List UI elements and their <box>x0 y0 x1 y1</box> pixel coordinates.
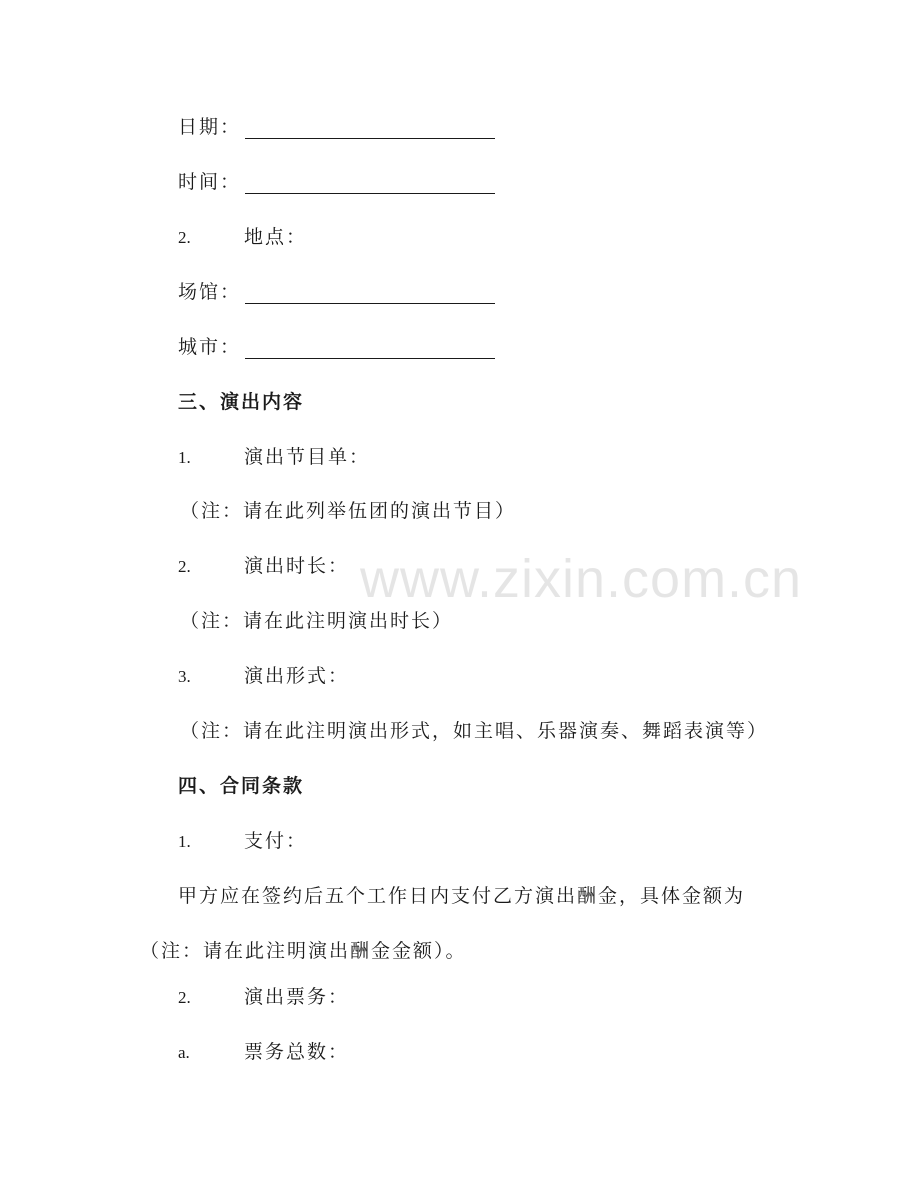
format-item <box>178 664 349 689</box>
duration-label: 演出时长： <box>244 555 350 577</box>
duration-number: 2. <box>178 557 191 576</box>
ticketing-number: 2. <box>178 988 191 1007</box>
watermark: www.zixin.com.cn <box>360 549 803 609</box>
ticket-total-item <box>178 1040 349 1065</box>
ticketing-item <box>178 985 349 1010</box>
ticket-total-letter: a. <box>178 1043 190 1062</box>
duration-item <box>178 554 349 579</box>
section-3-heading: 三、演出内容 <box>178 391 305 413</box>
venue-field <box>178 280 495 304</box>
location-title: 地点： <box>244 226 308 248</box>
program-list-item <box>178 445 370 470</box>
format-note: （注：请在此注明演出形式，如主唱、乐器演奏、舞蹈表演等） <box>180 720 769 742</box>
date-blank-line[interactable] <box>245 121 495 139</box>
venue-label: 场馆： <box>178 281 242 303</box>
ticketing-label: 演出票务： <box>244 986 350 1008</box>
city-blank-line[interactable] <box>245 341 495 359</box>
ticket-total-label: 票务总数： <box>244 1041 350 1063</box>
city-label: 城市： <box>178 336 242 358</box>
venue-blank-line[interactable] <box>245 286 495 304</box>
format-label: 演出形式： <box>244 665 350 687</box>
payment-paragraph: 甲方应在签约后五个工作日内支付乙方演出酬金，具体金额为（注：请在此注明演出酬金金额）。 <box>140 885 746 962</box>
payment-label: 支付： <box>244 830 308 852</box>
payment-number: 1. <box>178 832 191 851</box>
program-list-label: 演出节目单： <box>244 446 371 468</box>
program-list-note: （注：请在此列举伍团的演出节目） <box>180 500 517 522</box>
program-list-number: 1. <box>178 448 191 467</box>
date-field <box>178 115 495 139</box>
duration-note: （注：请在此注明演出时长） <box>180 610 454 632</box>
location-number: 2. <box>178 228 191 247</box>
format-number: 3. <box>178 667 191 686</box>
location-item <box>178 225 307 250</box>
payment-item <box>178 829 307 854</box>
city-field <box>178 335 495 359</box>
date-label: 日期： <box>178 116 242 138</box>
time-label: 时间： <box>178 171 242 193</box>
section-4-heading: 四、合同条款 <box>178 775 305 797</box>
time-blank-line[interactable] <box>245 176 495 194</box>
time-field <box>178 170 495 194</box>
